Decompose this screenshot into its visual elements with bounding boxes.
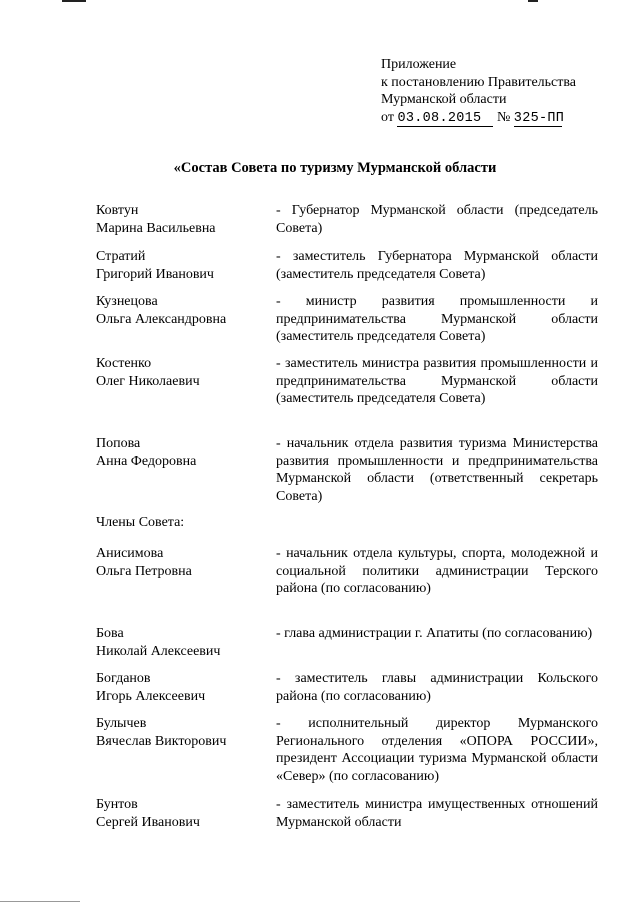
decree-date: 03.08.2015 (397, 112, 493, 127)
member-role: - заместитель Губернатора Мурманской области (заместитель председателя Совета) (276, 249, 598, 282)
member-name (96, 670, 271, 705)
appendix-date-line (381, 109, 576, 127)
member-given-names: Марина Васильевна (96, 220, 216, 236)
member-given-names: Игорь Алексеевич (96, 688, 206, 704)
member-role: - заместитель министра имущественных отношений Мурманской области (276, 797, 598, 830)
member-role: - исполнительный директор Мурманского Регионального отделения «ОПОРА РОССИИ», президент Ассоциации туризма Мурманской области «Север» (по согласованию) (276, 716, 598, 784)
member-name (96, 715, 271, 750)
member-surname: Стратий (96, 249, 146, 264)
member-surname: Богданов (96, 671, 151, 686)
scan-mark (0, 901, 80, 902)
member-name (96, 248, 271, 283)
member-given-names: Вячеслав Викторович (96, 733, 227, 749)
member-role: - начальник отдела культуры, спорта, молодежной и социальной политики администрации Терского района (по согласованию) (276, 546, 598, 596)
member-name (96, 435, 271, 470)
members-section-label: Члены Совета: (96, 515, 185, 530)
member-surname: Бунтов (96, 797, 138, 812)
member-name (96, 202, 271, 237)
member-given-names: Ольга Александровна (96, 311, 227, 327)
member-given-names: Ольга Петровна (96, 563, 192, 579)
date-prefix: от (381, 109, 394, 125)
member-surname: Ковтун (96, 203, 139, 218)
member-name (96, 545, 271, 580)
document-title: «Состав Совета по туризму Мурманской области (173, 160, 497, 176)
member-surname: Булычев (96, 716, 147, 731)
member-role: - заместитель главы администрации Кольского района (по согласованию) (276, 671, 598, 704)
member-role: - глава администрации г. Апатиты (по согласованию) (276, 626, 593, 641)
member-given-names: Анна Федоровна (96, 453, 197, 469)
member-role: - министр развития промышленности и предпринимательства Мурманской области (заместитель председателя Совета) (276, 294, 598, 344)
scan-mark (62, 0, 86, 2)
scan-mark (528, 0, 538, 2)
member-surname: Кузнецова (96, 294, 158, 309)
number-prefix: № (496, 109, 511, 125)
member-given-names: Николай Алексеевич (96, 643, 221, 659)
member-given-names: Олег Николаевич (96, 373, 200, 389)
member-surname: Попова (96, 436, 141, 451)
member-surname: Бова (96, 626, 124, 641)
appendix-line-3: Мурманской области (381, 92, 507, 107)
appendix-header (381, 56, 576, 127)
member-role: - начальник отдела развития туризма Министерства развития промышленности и предпринимательства Мурманской области (ответственный секретарь Совета) (276, 436, 598, 504)
member-given-names: Сергей Иванович (96, 814, 200, 830)
member-surname: Костенко (96, 356, 152, 371)
member-name (96, 625, 271, 660)
member-surname: Анисимова (96, 546, 164, 561)
member-given-names: Григорий Иванович (96, 266, 214, 282)
member-role: - Губернатор Мурманской области (председатель Совета) (276, 203, 598, 236)
member-name (96, 355, 271, 390)
decree-number: 325-ПП (513, 110, 565, 126)
member-name (96, 293, 271, 328)
member-name (96, 796, 271, 831)
member-role: - заместитель министра развития промышленности и предпринимательства Мурманской области (заместитель председателя Совета) (276, 356, 598, 406)
appendix-line-2: к постановлению Правительства (381, 74, 577, 90)
appendix-line-1: Приложение (381, 57, 457, 72)
